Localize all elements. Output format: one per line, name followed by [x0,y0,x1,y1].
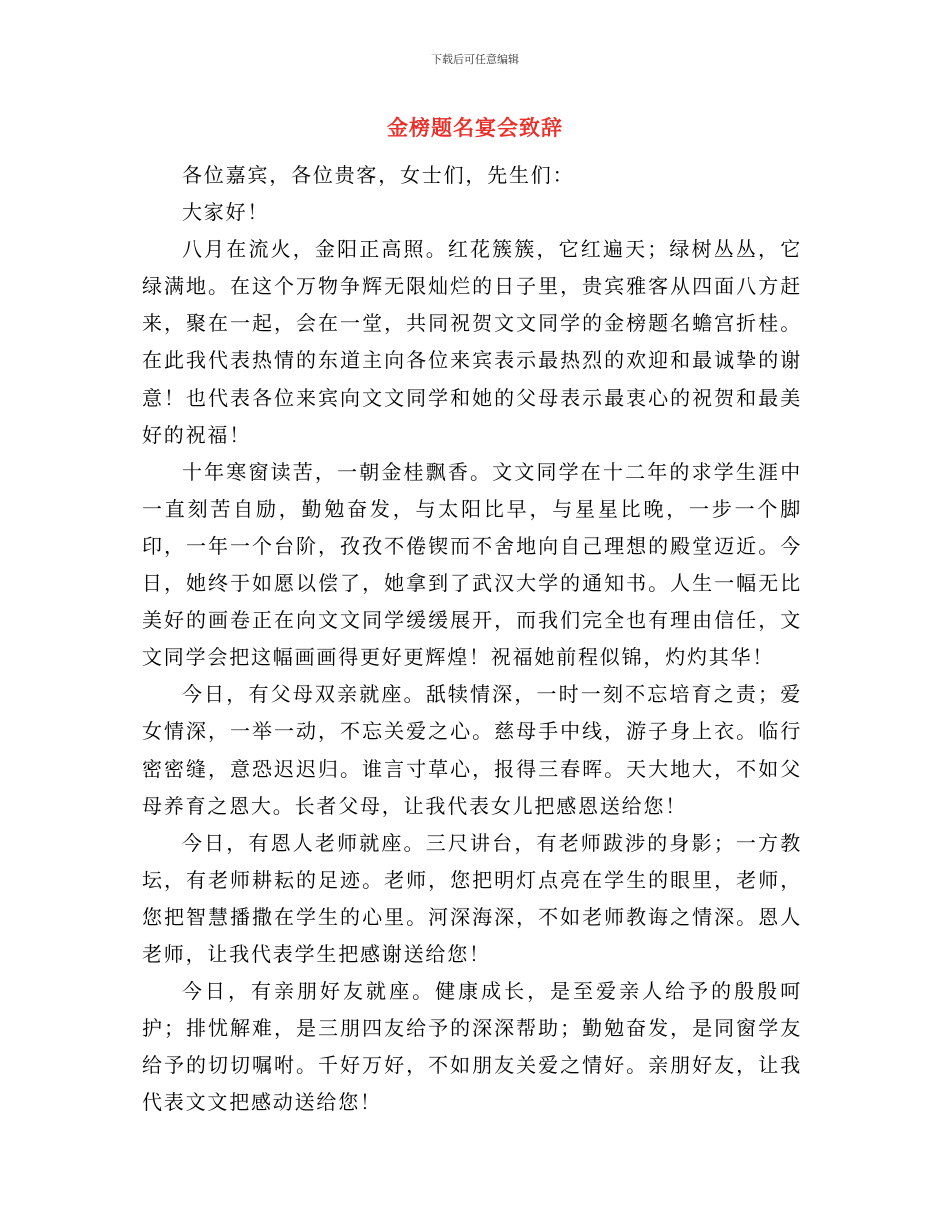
document-body [142,157,802,1121]
paragraph-salutation: 各位嘉宾，各位贵客，女士们，先生们： [182,163,575,187]
document-title: 金榜题名宴会致辞 [387,115,563,140]
paragraph-friends: 今日，有亲朋好友就座。健康成长，是至爱亲人给予的殷殷呵护；排忧解难，是三朋四友给予的深深帮助；勤勉奋发，是同窗学友给予的切切嘱咐。千好万好，不如朋友关爱之情好。亲朋好友，让我代表文文把感动送给您！ [142,979,802,1115]
paragraph-welcome: 八月在流火，金阳正高照。红花簇簇，它红遍天；绿树丛丛，它绿满地。在这个万物争辉无限灿烂的日子里，贵宾雅客从四面八方赶来，聚在一起，会在一堂，共同祝贺文文同学的金榜题名蟾宫折桂。在此我代表热情的东道主向各位来宾表示最热烈的欢迎和最诚挚的谢意！也代表各位来宾向文文同学和她的父母表示最衷心的祝贺和最美好的祝福！ [142,237,802,447]
paragraph-parents: 今日，有父母双亲就座。舐犊情深，一时一刻不忘培育之责；爱女情深，一举一动，不忘关爱之心。慈母手中线，游子身上衣。临行密密缝，意恐迟迟归。谁言寸草心，报得三春晖。天大地大，不如父母养育之恩大。长者父母，让我代表女儿把感恩送给您！ [142,682,802,818]
paragraph-teachers: 今日，有恩人老师就座。三尺讲台，有老师跋涉的身影；一方教坛，有老师耕耘的足迹。老师，您把明灯点亮在学生的眼里，老师，您把智慧播撒在学生的心里。河深海深，不如老师教诲之情深。恩人老师，让我代表学生把感谢送给您！ [142,830,802,966]
header-note: 下载后可任意编辑 [431,53,519,66]
paragraph-greeting: 大家好！ [182,200,270,225]
paragraph-achievement: 十年寒窗读苦，一朝金桂飘香。文文同学在十二年的求学生涯中一直刻苦自励，勤勉奋发，与太阳比早，与星星比晚，一步一个脚印，一年一个台阶，孜孜不倦锲而不舍地向自己理想的殿堂迈近。今日，她终于如愿以偿了，她拿到了武汉大学的通知书。人生一幅无比美好的画卷正在向文文同学缓缓展开，而我们完全也有理由信任，文文同学会把这幅画画得更好更辉煌！祝福她前程似锦，灼灼其华！ [142,459,802,670]
